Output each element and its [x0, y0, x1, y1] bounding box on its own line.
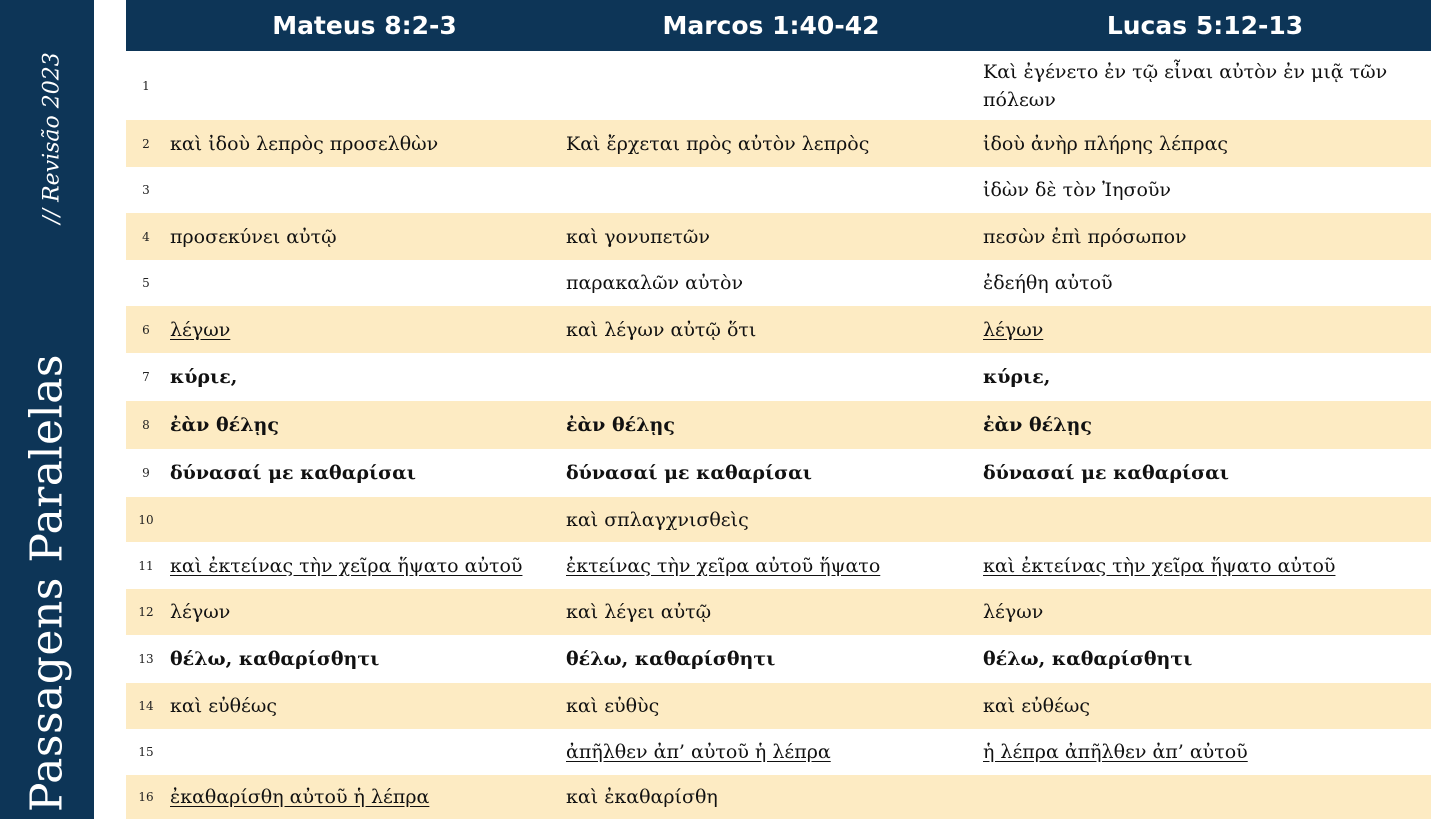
mark-cell [566, 167, 976, 213]
luke-cell: καὶ εὐθέως [983, 695, 1091, 717]
luke-cell: λέγων [983, 601, 1044, 623]
mark-cell: δύνασαί με καθαρίσαι [566, 462, 812, 484]
row-number: 6 [142, 322, 150, 337]
table-row [126, 683, 1431, 729]
matthew-cell [170, 167, 560, 213]
table-row [126, 775, 1431, 819]
row-number: 9 [142, 466, 150, 480]
table-row [126, 51, 1431, 120]
matthew-cell: ἐὰν θέλῃς [170, 414, 279, 436]
row-number: 15 [138, 745, 154, 759]
table-row [126, 353, 1431, 401]
mark-cell: παρακαλῶν αὐτὸν [566, 272, 744, 294]
matthew-cell: προσεκύνει αὐτῷ [170, 225, 337, 248]
table-header [126, 0, 1431, 51]
table-row [126, 449, 1431, 497]
sidebar-subtitle: // Revisão 2023 [39, 52, 65, 224]
row-number: 10 [138, 512, 154, 527]
mark-cell [566, 51, 976, 120]
row-number: 14 [138, 699, 154, 713]
luke-cell: δύνασαί με καθαρίσαι [983, 462, 1229, 484]
luke-cell: ἰδὼν δὲ τὸν Ἰησοῦν [983, 179, 1171, 201]
table-row [126, 306, 1431, 353]
row-number: 13 [138, 652, 154, 666]
mark-cell: Καὶ ἔρχεται πρὸς αὐτὸν λεπρὸς [566, 132, 870, 155]
table-row [126, 260, 1431, 306]
luke-cell: ἰδοὺ ἀνὴρ πλήρης λέπρας [983, 132, 1229, 155]
mark-cell: καὶ γονυπετῶν [566, 225, 710, 248]
matthew-cell: λέγων [170, 601, 231, 623]
luke-cell: καὶ ἐκτείνας τὴν χεῖρα ἥψατο αὐτοῦ [983, 554, 1336, 577]
luke-cell: πεσὼν ἐπὶ πρόσωπον [983, 225, 1187, 248]
matthew-cell: ἐκαθαρίσθη αὐτοῦ ἡ λέπρα [170, 786, 430, 808]
matthew-cell: κύριε, [170, 366, 238, 388]
mark-cell: καὶ σπλαγχνισθεὶς [566, 508, 749, 531]
header-matthew: Mateus 8:2-3 [272, 11, 457, 40]
table-row [126, 167, 1431, 213]
mark-cell: καὶ ἐκαθαρίσθη [566, 786, 718, 808]
luke-cell [983, 497, 1423, 542]
parallel-table [126, 0, 1431, 819]
mark-cell: καὶ εὐθὺς [566, 695, 660, 717]
table-row [126, 497, 1431, 542]
sidebar [0, 0, 94, 819]
row-number: 5 [142, 276, 150, 290]
header-luke: Lucas 5:12-13 [1106, 11, 1304, 40]
matthew-cell: δύνασαί με καθαρίσαι [170, 462, 416, 484]
row-number: 4 [142, 229, 150, 244]
header-mark: Marcos 1:40-42 [662, 11, 880, 40]
mark-cell [566, 353, 976, 401]
row-number: 12 [138, 605, 154, 619]
table-row [126, 589, 1431, 635]
luke-cell: ἐὰν θέλῃς [983, 414, 1092, 436]
matthew-cell: λέγων [170, 318, 231, 341]
mark-cell: ἐὰν θέλῃς [566, 414, 675, 436]
luke-cell: κύριε, [983, 366, 1051, 388]
matthew-cell [170, 729, 560, 775]
row-number: 2 [142, 136, 150, 151]
matthew-cell: καὶ ἰδοὺ λεπρὸς προσελθὼν [170, 132, 439, 155]
matthew-cell: καὶ εὐθέως [170, 695, 278, 717]
sidebar-title: Passagens Paralelas [21, 354, 73, 812]
luke-cell: ἐδεήθη αὐτοῦ [983, 272, 1113, 294]
mark-cell: καὶ λέγει αὐτῷ [566, 601, 712, 623]
row-number: 16 [138, 790, 154, 804]
mark-cell: θέλω, καθαρίσθητι [566, 648, 776, 670]
table-row [126, 542, 1431, 589]
luke-cell [983, 775, 1423, 819]
table-row [126, 120, 1431, 167]
luke-cell: θέλω, καθαρίσθητι [983, 648, 1193, 670]
matthew-cell [170, 51, 560, 120]
mark-cell: καὶ λέγων αὐτῷ ὅτι [566, 318, 757, 341]
row-number: 11 [138, 558, 154, 573]
table-row [126, 401, 1431, 449]
luke-cell: λέγων [983, 318, 1044, 341]
row-number: 3 [142, 183, 150, 197]
table-row [126, 213, 1431, 260]
row-number: 1 [142, 78, 150, 93]
matthew-cell [170, 260, 560, 306]
luke-cell: ἡ λέπρα ἀπῆλθεν ἀπ’ αὐτοῦ [983, 741, 1248, 763]
table-row [126, 635, 1431, 683]
header-number-column [126, 0, 166, 51]
mark-cell: ἐκτείνας τὴν χεῖρα αὐτοῦ ἥψατο [566, 554, 881, 577]
mark-cell: ἀπῆλθεν ἀπ’ αὐτοῦ ἡ λέπρα [566, 741, 831, 763]
luke-cell: Καὶ ἐγένετο ἐν τῷ εἶναι αὐτὸν ἐν μιᾷ τῶν πόλεων [983, 60, 1388, 111]
matthew-cell: θέλω, καθαρίσθητι [170, 648, 380, 670]
matthew-cell: καὶ ἐκτείνας τὴν χεῖρα ἥψατο αὐτοῦ [170, 554, 523, 577]
matthew-cell [170, 497, 560, 542]
table-row [126, 729, 1431, 775]
row-number: 7 [142, 370, 150, 384]
row-number: 8 [142, 418, 150, 432]
